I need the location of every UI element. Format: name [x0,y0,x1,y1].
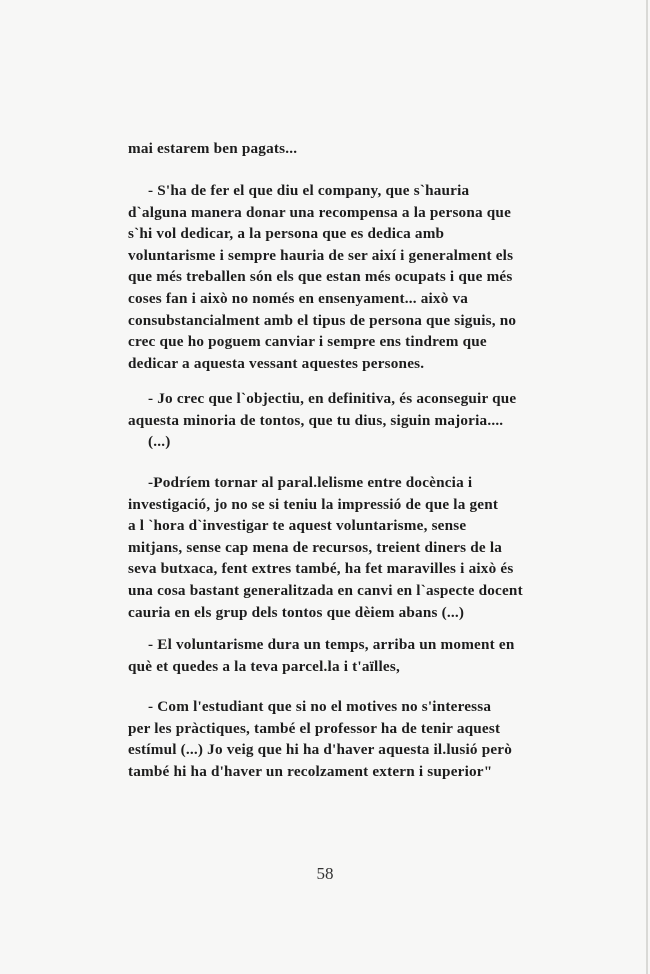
text-line: per les pràctiques, també el professor ha de tenir aquest [128,719,501,737]
text-line: s`hi vol dedicar, a la persona que es dedica amb [128,225,445,243]
text-line: a l `hora d`investigar te aquest voluntarisme, sense [128,517,467,535]
text-line: coses fan i això no només en ensenyament... això va [128,289,469,307]
text-line: - Com l'estudiant que si no el motives no s'interessa [148,698,492,715]
paragraph-1 [128,180,592,374]
text-line: seva butxaca, fent extres també, ha fet maravilles i això és [128,560,514,578]
intro-line [128,138,592,160]
text-line: -Podríem tornar al paral.lelisme entre docència i [148,474,473,491]
page-number: 58 [316,864,334,883]
text-line: també hi ha d'haver un recolzament extern i superior" [128,762,493,780]
text-line: aquesta minoria de tontos, que tu dius, siguin majoria.... [128,411,504,429]
text-line: consubstancialment amb el tipus de persona que siguis, no [128,311,517,329]
text-line: crec que ho poguem canviar i sempre ens tindrem que [128,333,487,351]
paragraph-3 [128,472,592,623]
text-line: - El voluntarisme dura un temps, arriba un moment en [148,636,515,653]
text-line: dedicar a aquesta vessant aquestes persones. [128,354,425,372]
page-edge-shadow [646,0,648,974]
text-line: (...) [148,433,171,451]
text-line: què et quedes a la teva parcel.la i t'aïlles, [128,657,400,675]
text-line: una cosa bastant generalitzada en canvi en l`aspecte docent [128,581,523,599]
text-line: voluntarisme i sempre hauria de ser així i generalment els [128,246,514,264]
text-line: mitjans, sense cap mena de recursos, treient diners de la [128,538,503,556]
text-line: cauria en els grup dels tontos que dèiem abans (...) [128,603,465,621]
paragraph-4 [128,634,592,677]
text-line: que més treballen són els que estan més ocupats i que més [128,268,513,286]
paragraph-5 [128,696,592,782]
text-line: mai estarem ben pagats... [128,140,298,157]
paragraph-2 [128,388,592,453]
text-line: - S'ha de fer el que diu el company, que s`hauria [148,182,470,199]
text-line: d`alguna manera donar una recompensa a la persona que [128,203,512,221]
text-line: - Jo crec que l`objectiu, en definitiva, és aconseguir que [148,390,517,407]
text-line: estímul (...) Jo veig que hi ha d'haver aquesta il.lusió però [128,741,513,759]
text-line: investigació, jo no se si teniu la impressió de que la gent [128,495,499,513]
